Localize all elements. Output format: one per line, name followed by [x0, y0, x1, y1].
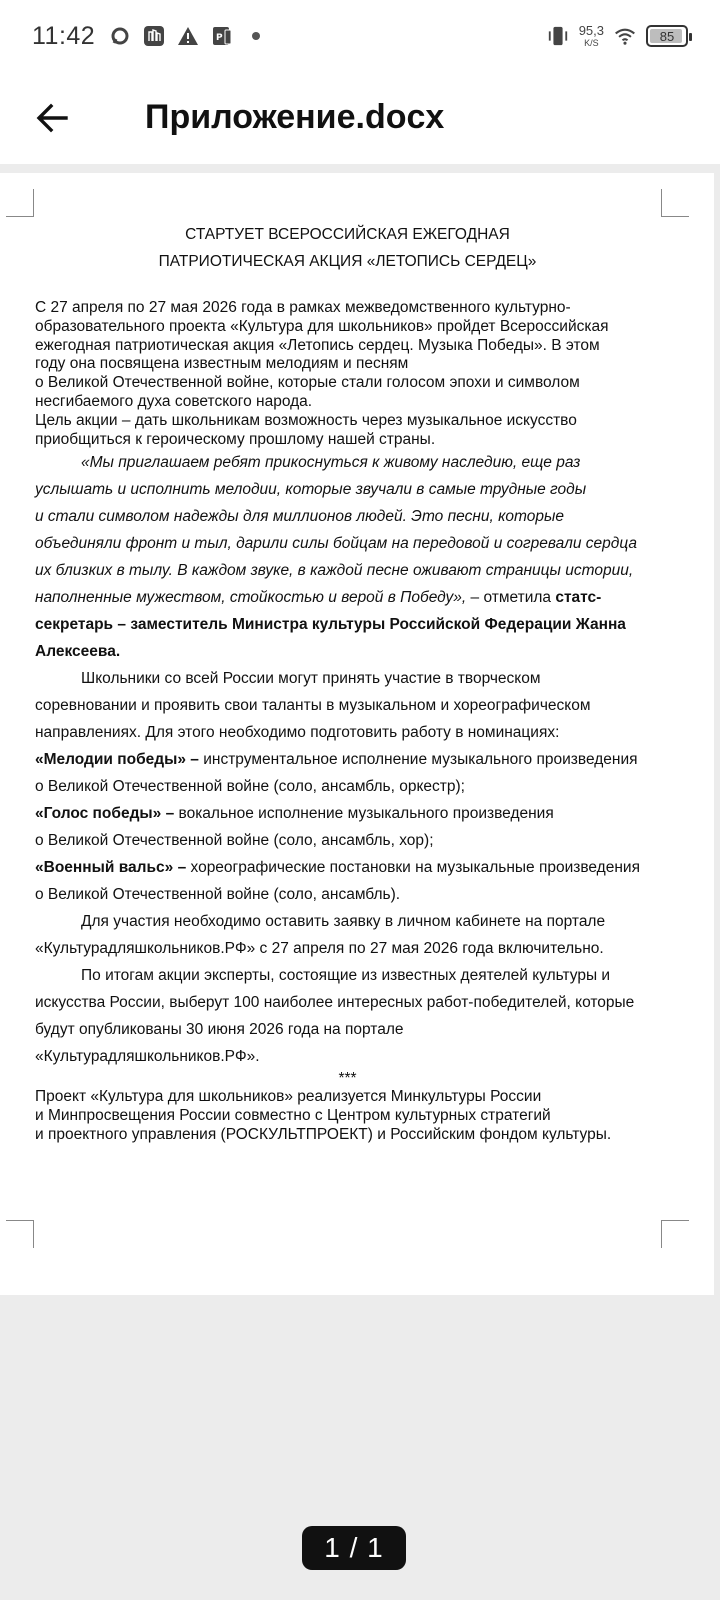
page-corner-mark [6, 1220, 34, 1248]
notification-icons [109, 25, 267, 47]
paragraph-results: По итогам акции эксперты, состоящие из известных деятелей культуры и искусства России, выберут 100 наиболее интересных работ-победителей, которые будут опубликованы 30 июня 2026 года на портале «Культурадляшкольников.РФ». [35, 967, 635, 1066]
document-page[interactable] [0, 173, 714, 1295]
net-speed-value: 95,3 [578, 23, 604, 38]
page-corner-mark [661, 1220, 689, 1248]
battery-icon [646, 25, 688, 47]
status-bar [0, 0, 720, 72]
chat-bubble-icon [109, 25, 131, 47]
paragraph-intro: С 27 апреля по 27 мая 2026 года в рамках межведомственного культурно- образовательного проекта «Культура для школьников» пройдет Всероссийская ежегодная патриотическая акция «Летопись сердец. Музыка Победы». В этом году она посвящена известным мелодиям и песням о Великой Отечественной войне, которые стали голосом эпохи и символом несгибаемого духа советского народа. [35, 299, 609, 410]
vibrate-icon [547, 25, 569, 47]
list-item: «Голос победы» – вокальное исполнение музыкального произведения [35, 805, 554, 823]
app-bar [0, 72, 720, 164]
warning-icon [177, 25, 199, 47]
document-heading: СТАРТУЕТ ВСЕРОССИЙСКАЯ ЕЖЕГОДНАЯ ПАТРИОТИЧЕСКАЯ АКЦИЯ «ЛЕТОПИСЬ СЕРДЕЦ» [158, 226, 537, 270]
paragraph-footer: Проект «Культура для школьников» реализуется Минкультуры России и Минпросвещения России совместно с Центром культурных стратегий и проектного управления (РОСКУЛЬТПРОЕКТ) и Российским фондом культуры. [35, 1088, 612, 1143]
paragraph-application: Для участия необходимо оставить заявку в личном кабинете на портале «Культурадляшкольников.РФ» с 27 апреля по 27 мая 2026 года включительно. [35, 913, 606, 958]
arrow-left-icon [34, 100, 70, 136]
back-button[interactable] [30, 96, 74, 140]
dot-icon [245, 25, 267, 47]
net-speed-unit: K/S [584, 38, 599, 48]
list-item: «Мелодии победы» – инструментальное исполнение музыкального произведения [35, 751, 638, 769]
app-icon [143, 25, 165, 47]
pdf-icon [211, 25, 233, 47]
document-title: Приложение.docx [145, 98, 445, 136]
svg-text:P: P [216, 33, 223, 43]
wifi-icon [614, 25, 636, 47]
paragraph-quote: «Мы приглашаем ребят прикоснуться к живому наследию, еще раз услышать и исполнить мелодии, которые звучали в самые трудные годы и стали символом надежды для миллионов людей. Это песни, которые объединяли фронт и тыл, дарили силы бойцам на передовой и согревали сердца их близких в тылу. В каждом звуке, в каждой песне оживают страницы истории, наполненные мужеством, стойкостью и верой в Победу», – отметила статс- секретарь – заместитель Министра культуры Российской Федерации Жанна Алексеева. [35, 454, 637, 661]
document-body [35, 221, 660, 1145]
page-corner-mark [6, 189, 34, 217]
paragraph-nominations-intro: Школьники со всей России могут принять участие в творческом соревновании и проявить свои таланты в музыкальном и хореографическом направлениях. Для этого необходимо подготовить работу в номинациях: [35, 670, 591, 742]
nomination-list: «Мелодии победы» – инструментальное исполнение музыкального произведения о Великой Отечественной войне (соло, ансамбль, оркестр); «Голос победы» – вокальное исполнение музыкального произведения о Великой Отечественной войне (соло, ансамбль, хор); «Военный вальс» – хореографические постановки на музыкальные произведения о Великой Отечественной войне (соло, ансамбль). [35, 746, 660, 908]
separator-stars: *** [338, 1070, 357, 1088]
list-item: «Военный вальс» – хореографические постановки на музыкальные произведения [35, 859, 640, 877]
status-time: 11:42 [32, 21, 96, 50]
paragraph-goal: Цель акции – дать школьникам возможность через музыкальное искусство приобщиться к героическому прошлому нашей страны. [35, 411, 577, 448]
system-icons [547, 24, 688, 48]
page-indicator: 1 / 1 [302, 1526, 406, 1570]
battery-level: 85 [659, 28, 675, 44]
page-corner-mark [661, 189, 689, 217]
net-speed [579, 24, 604, 48]
